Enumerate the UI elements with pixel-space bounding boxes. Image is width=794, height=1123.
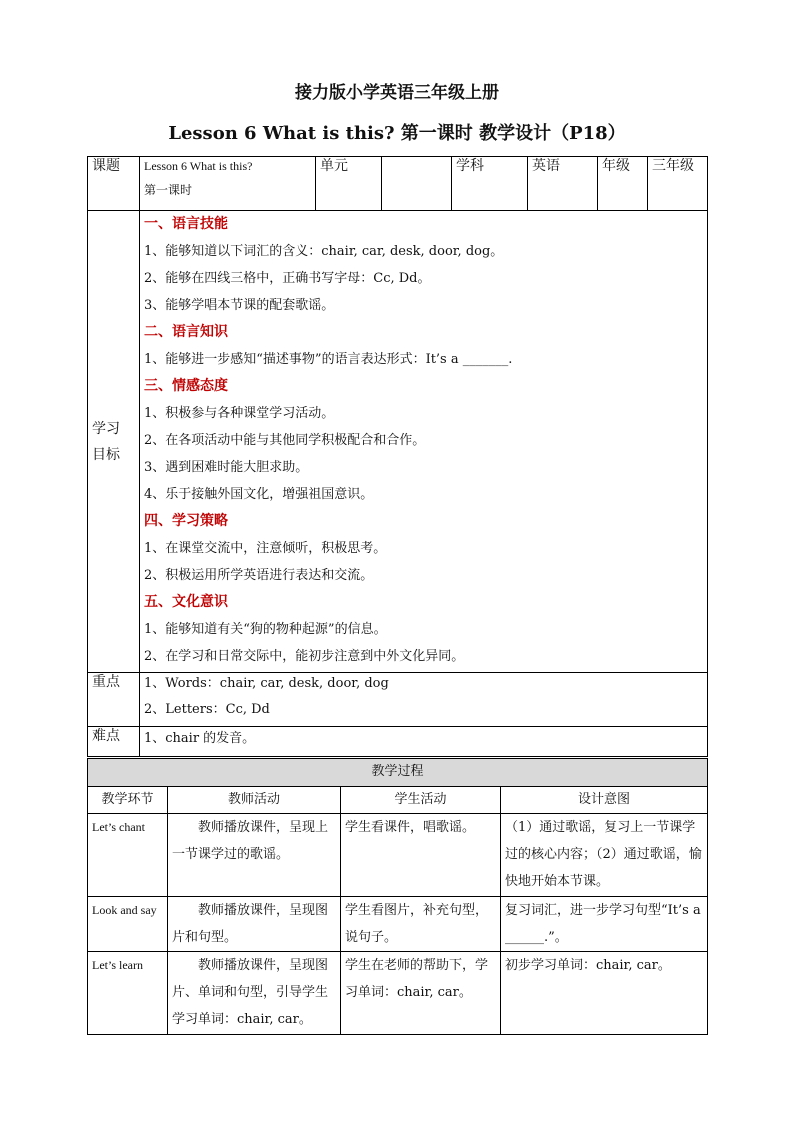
objective-item: 2、积极运用所学英语进行表达和交流。 xyxy=(144,568,374,583)
course-title: Lesson 6 What is this? xyxy=(144,159,253,173)
subject-label: 学科 xyxy=(452,157,528,211)
table-row xyxy=(88,897,708,952)
objective-item: 2、在各项活动中能与其他同学积极配合和合作。 xyxy=(144,433,426,448)
stage-cell: Let’s chant xyxy=(88,814,168,897)
section-heading: 四、学习策略 xyxy=(144,513,228,529)
section-heading: 二、语言知识 xyxy=(144,324,228,340)
document-title: 接力版小学英语三年级上册 xyxy=(295,83,499,103)
grade-label: 年级 xyxy=(598,157,648,211)
header-stage: 教学环节 xyxy=(88,787,168,814)
teacher-cell: 教师播放课件，呈现图片、单词和句型，引导学生学习单词：chair, car。 xyxy=(168,952,341,1035)
difficulty-label: 难点 xyxy=(88,727,140,757)
objective-item: 2、能够在四线三格中，正确书写字母：Cc, Dd。 xyxy=(144,271,431,286)
focus-content xyxy=(140,673,708,727)
unit-label: 单元 xyxy=(316,157,382,211)
objective-item: 2、在学习和日常交际中，能初步注意到中外文化异同。 xyxy=(144,649,465,664)
objective-item: 1、能够知道有关“狗的物种起源”的信息。 xyxy=(144,622,387,637)
grade-value: 三年级 xyxy=(648,157,708,211)
header-teacher: 教师活动 xyxy=(168,787,341,814)
unit-value xyxy=(382,157,452,211)
objectives-label-line2: 目标 xyxy=(92,446,120,463)
objective-item: 1、在课堂交流中，注意倾听，积极思考。 xyxy=(144,541,387,556)
focus-row xyxy=(88,673,708,727)
difficulty-row xyxy=(88,727,708,757)
process-caption-row xyxy=(88,759,708,787)
objective-item: 4、乐于接触外国文化，增强祖国意识。 xyxy=(144,487,374,502)
focus-label: 重点 xyxy=(88,673,140,727)
stage-cell: Look and say xyxy=(88,897,168,952)
student-cell: 学生看图片，补充句型，说句子。 xyxy=(341,897,501,952)
student-cell: 学生在老师的帮助下，学习单词：chair, car。 xyxy=(341,952,501,1035)
document-subtitle: Lesson 6 What is this? 第一课时 教学设计（P18） xyxy=(168,123,626,144)
course-title-cell xyxy=(140,157,316,211)
course-period: 第一课时 xyxy=(144,183,193,197)
header-student: 学生活动 xyxy=(341,787,501,814)
objectives-content xyxy=(140,211,708,673)
objectives-row xyxy=(88,211,708,673)
stage-cell: Let’s learn xyxy=(88,952,168,1035)
table-row xyxy=(88,952,708,1035)
objective-item: 3、能够学唱本节课的配套歌谣。 xyxy=(144,298,335,313)
objective-item: 1、积极参与各种课堂学习活动。 xyxy=(144,406,335,421)
table-row xyxy=(88,814,708,897)
process-header-row xyxy=(88,787,708,814)
objectives-label-line1: 学习 xyxy=(92,420,120,437)
lesson-info-table xyxy=(87,156,708,757)
course-row xyxy=(88,157,708,211)
objective-item: 1、能够进一步感知“描述事物”的语言表达形式：It’s a _______. xyxy=(144,352,513,367)
section-heading: 三、情感态度 xyxy=(144,378,228,394)
intent-cell: 初步学习单词：chair, car。 xyxy=(501,952,708,1035)
process-caption: 教学过程 xyxy=(88,759,708,787)
section-heading: 五、文化意识 xyxy=(144,594,228,610)
teacher-cell: 教师播放课件，呈现上一节课学过的歌谣。 xyxy=(168,814,341,897)
intent-cell: （1）通过歌谣，复习上一节课学过的核心内容；（2）通过歌谣，愉快地开始本节课。 xyxy=(501,814,708,897)
objective-item: 1、能够知道以下词汇的含义：chair, car, desk, door, dog。 xyxy=(144,244,504,259)
subject-value: 英语 xyxy=(528,157,598,211)
intent-cell: 复习词汇，进一步学习句型“It’s a ______.”。 xyxy=(501,897,708,952)
objective-item: 3、遇到困难时能大胆求助。 xyxy=(144,460,309,475)
focus-item: 2、Letters：Cc, Dd xyxy=(144,702,270,717)
course-label: 课题 xyxy=(88,157,140,211)
objectives-label-cell xyxy=(88,211,140,673)
focus-item: 1、Words：chair, car, desk, door, dog xyxy=(144,676,389,691)
section-heading: 一、语言技能 xyxy=(144,216,228,232)
teaching-process-table xyxy=(87,758,708,1035)
difficulty-content: 1、chair 的发音。 xyxy=(140,727,708,757)
teacher-cell: 教师播放课件，呈现图片和句型。 xyxy=(168,897,341,952)
header-intent: 设计意图 xyxy=(501,787,708,814)
student-cell: 学生看课件，唱歌谣。 xyxy=(341,814,501,897)
